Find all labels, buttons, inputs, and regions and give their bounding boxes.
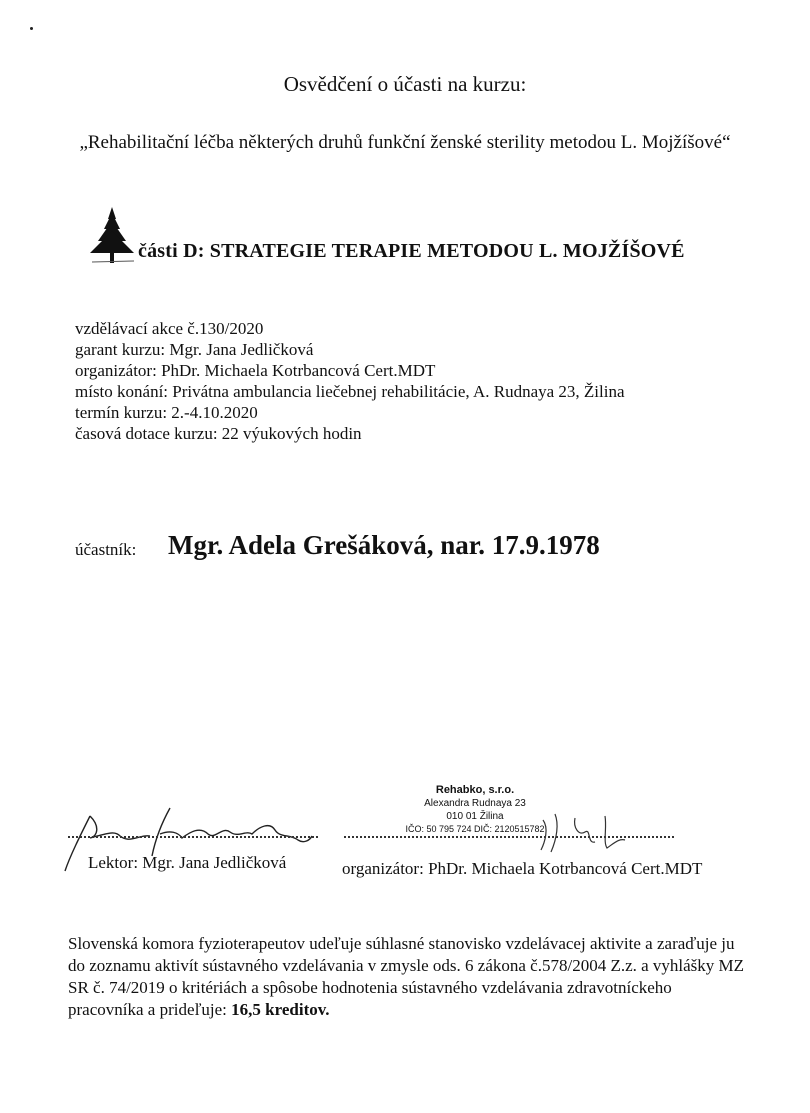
course-name: „Rehabilitační léčba některých druhů funkční ženské sterility metodou L. Mojžíšové“ [79,132,731,153]
approval-text: Slovenská komora fyzioterapeutov udeľuje súhlasné stanovisko vzdelávacej aktivite a zaraďuje ju do zoznamu aktivít sústavného vzdelávania v zmysle ods. 6 zákona č.578/2004 Z.z. a vyhlášky MZ SR č. 74/2019 o kritériách a spôsobe hodnotenia sústavného vzdelávania zdravotníckeho pracovníka a prideľuje: [68,934,745,1019]
tree-logo-icon [88,205,136,267]
info-line-event: vzdělávací akce č.130/2020 [75,319,264,338]
certificate-title: Osvědčení o účasti na kurzu: [283,72,527,96]
approval-statement [68,933,748,1021]
stamp-company: Rehabko, s.r.o. [435,784,515,796]
participant-label: účastník: [75,540,137,559]
stamp-street: Alexandra Rudnaya 23 [424,798,526,809]
company-stamp [400,784,550,836]
course-info [75,318,625,444]
course-part-heading [88,205,685,267]
stamp-city: 010 01 Žilina [446,811,504,822]
scan-speck [30,27,33,30]
organizer-caption: organizátor: PhDr. Michaela Kotrbancová Cert.MDT [342,859,703,878]
part-title: části D: STRATEGIE TERAPIE METODOU L. MOJŽÍŠOVÉ [138,240,685,262]
participant-name: Mgr. Adela Grešáková, nar. 17.9.1978 [168,530,600,560]
organizer-signature [535,808,645,858]
info-line-dates: termín kurzu: 2.-4.10.2020 [75,403,258,422]
info-line-guarantor: garant kurzu: Mgr. Jana Jedličková [75,340,314,359]
credits-value: 16,5 kreditov. [231,1000,330,1019]
info-line-organizer: organizátor: PhDr. Michaela Kotrbancová Cert.MDT [75,361,436,380]
info-line-duration: časová dotace kurzu: 22 výukových hodin [75,424,362,443]
stamp-ids: IČO: 50 795 724 DIČ: 2120515782 [405,824,545,834]
organizer-signature-line [344,836,674,838]
lector-signature-line [68,836,318,838]
info-line-venue: místo konání: Privátna ambulancia liečebnej rehabilitácie, A. Rudnaya 23, Žilina [75,382,625,401]
lector-caption: Lektor: Mgr. Jana Jedličková [88,853,287,872]
